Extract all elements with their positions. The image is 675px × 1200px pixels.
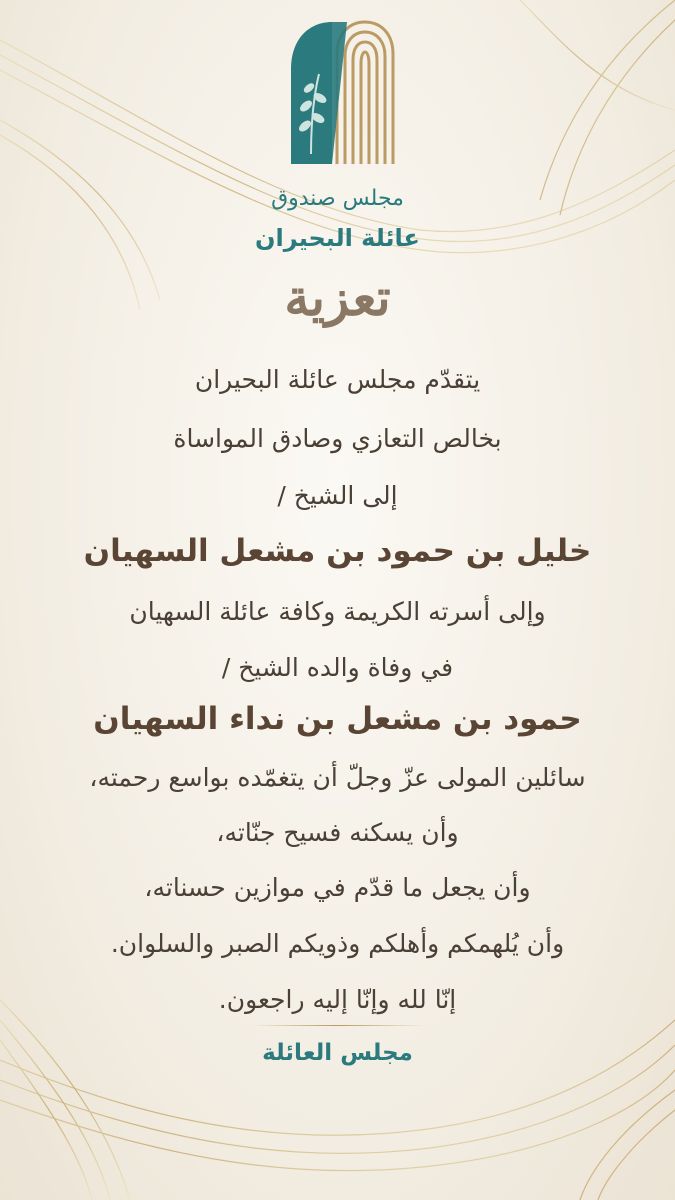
message-line: وأن يجعل ما قدّم في موازين حسناته، [144,873,531,902]
signature: مجلس العائلة [262,1040,413,1066]
message-line: وأن يُلهمكم وأهلكم وذويكم الصبر والسلوان. [110,929,565,958]
family-fund-logo [287,14,397,170]
message-line: يتقدّم مجلس عائلة البحيران [194,365,481,394]
message-line: إنّا لله وإنّا إليه راجعون. [218,985,457,1014]
signature-divider [250,1025,425,1026]
message-line: إلى الشيخ / [277,481,398,510]
message-line: في وفاة والده الشيخ / [221,653,454,682]
condolence-title: تعزية [284,268,391,327]
message-line: وأن يسكنه فسيح جنّاته، [216,818,459,847]
son-name: خليل بن حمود بن مشعل السهيان [83,533,592,569]
deceased-name: حمود بن مشعل بن نداء السهيان [93,701,582,737]
message-line: وإلى أسرته الكريمة وكافة عائلة السهيان [129,597,546,626]
message-line: سائلين المولى عزّ وجلّ أن يتغمّده بواسع رحمته، [89,763,586,792]
brand-name-line2: عائلة البحيران [255,224,420,252]
message-line: بخالص التعازي وصادق المواساة [173,424,502,453]
brand-name-line1: مجلس صندوق [271,186,404,211]
